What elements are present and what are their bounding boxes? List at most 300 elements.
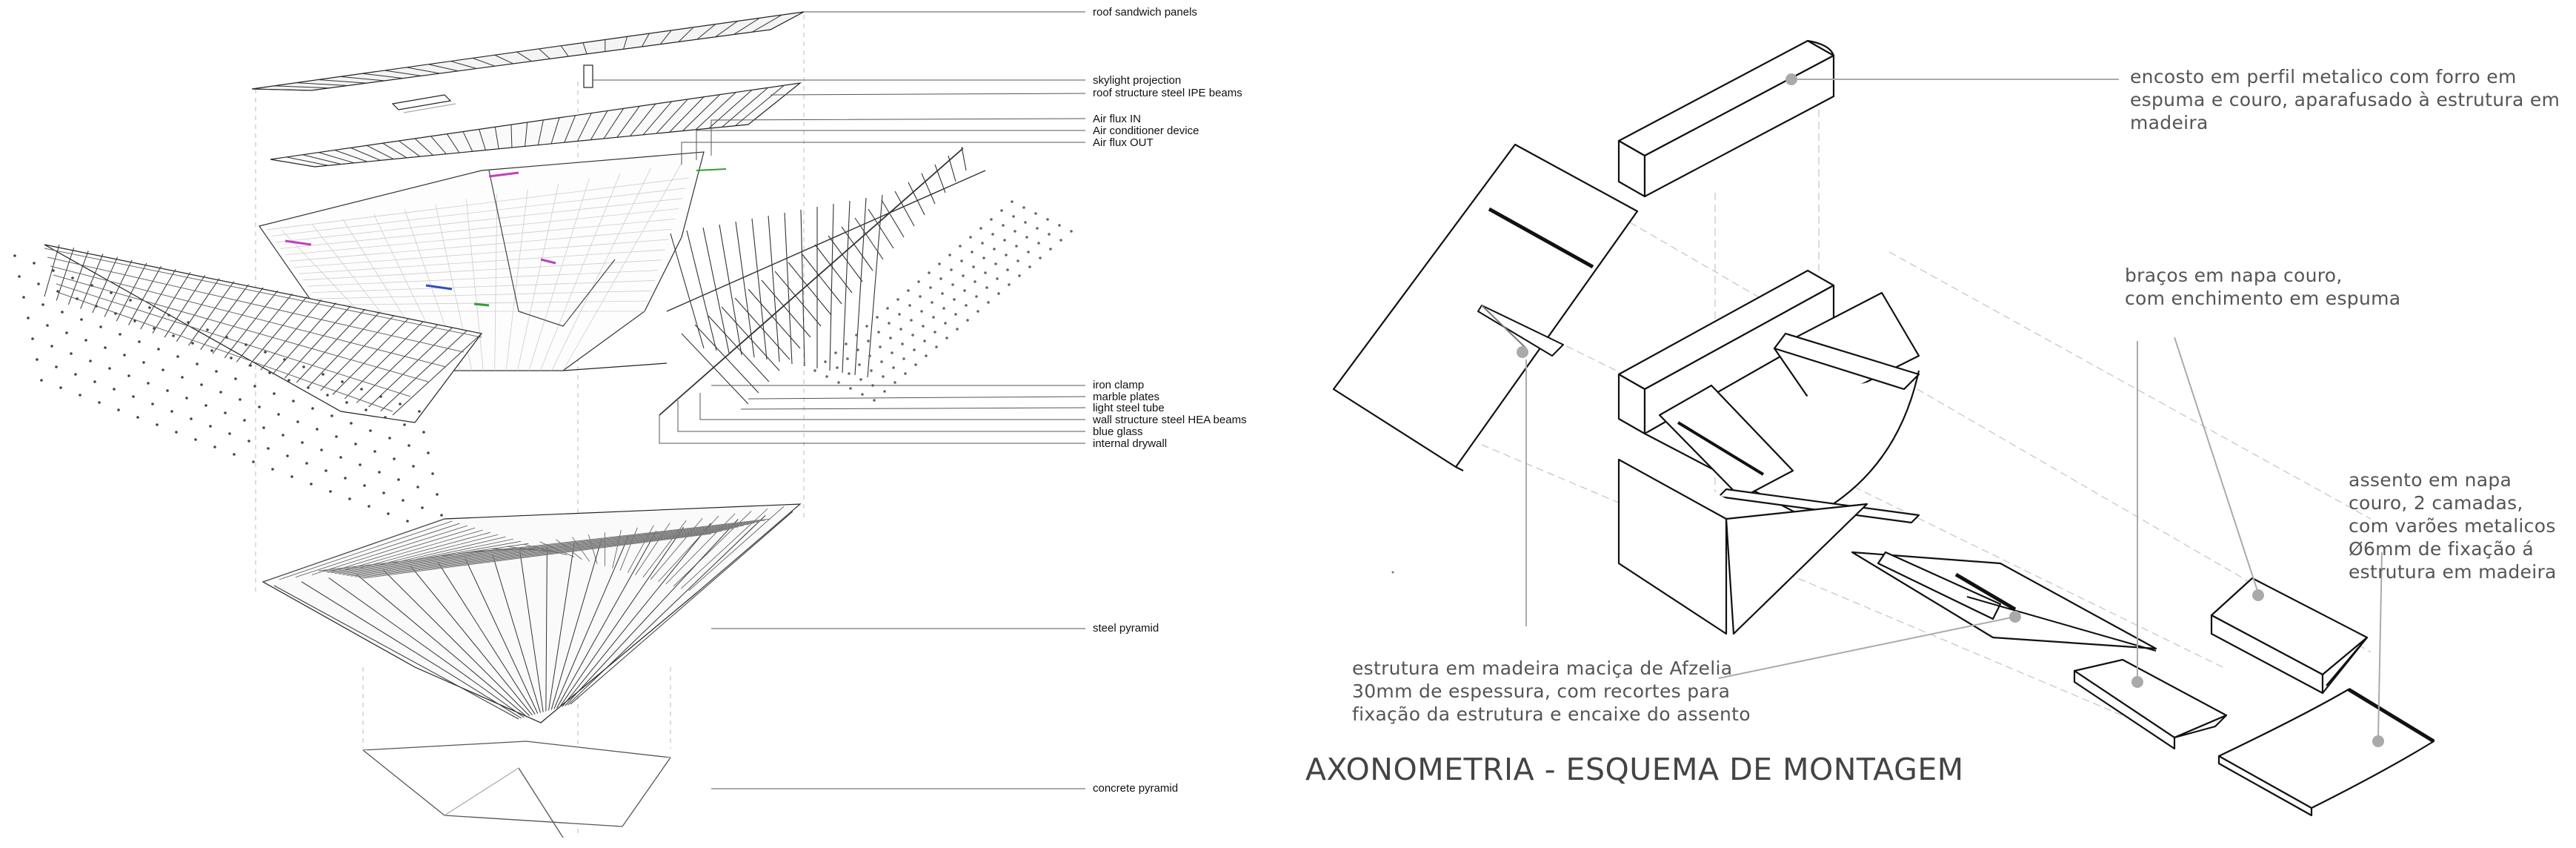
- clamp-dot: [406, 520, 409, 523]
- clamp-dot: [1012, 215, 1015, 218]
- clamp-dot: [935, 345, 938, 348]
- hatch-line: [815, 245, 852, 293]
- clamp-dot: [147, 382, 150, 385]
- clamp-dot: [258, 405, 261, 408]
- hatch-line: [768, 216, 779, 362]
- clamp-dot: [856, 348, 859, 351]
- clamp-dot: [326, 394, 329, 397]
- seat-cushion: [2211, 578, 2367, 693]
- clamp-dot: [190, 417, 193, 420]
- clamp-dot: [416, 486, 419, 488]
- clamp-dot: [996, 277, 999, 280]
- clamp-dot: [882, 375, 885, 378]
- hatch-line: [719, 225, 742, 355]
- clamp-dot: [98, 401, 101, 404]
- clamp-dot: [378, 471, 381, 474]
- clamp-dot: [153, 327, 156, 330]
- clamp-dot: [914, 363, 917, 366]
- clamp-dot: [379, 395, 382, 398]
- clamp-dot: [33, 262, 36, 265]
- clamp-dot: [292, 400, 295, 403]
- clamp-dot: [138, 340, 141, 343]
- clamp-dot: [963, 289, 966, 292]
- clamp-dot: [1015, 245, 1018, 248]
- clamp-dot: [966, 319, 969, 322]
- clamp-dot: [243, 419, 246, 422]
- clamp-dot: [233, 453, 236, 456]
- clamp-dot: [55, 365, 58, 368]
- clamp-dot: [307, 386, 310, 389]
- clamp-dot: [976, 310, 979, 313]
- clamp-dot: [31, 337, 34, 340]
- clamp-dot: [367, 505, 370, 508]
- clamp-dot: [89, 360, 92, 362]
- clamp-dot: [329, 490, 332, 493]
- clamp-dot: [65, 331, 68, 334]
- clamp-dot: [74, 373, 77, 376]
- annotation-seat-line: couro, 2 camadas,: [2349, 492, 2523, 514]
- hatch-line: [667, 170, 985, 311]
- clamp-dot: [79, 394, 81, 397]
- clamp-dot: [393, 457, 396, 460]
- annotation-backrest: [2130, 65, 2560, 134]
- clamp-dot: [981, 242, 984, 245]
- clamp-dot: [113, 388, 116, 391]
- hatch-line: [882, 200, 904, 237]
- hatch-line: [785, 213, 792, 364]
- clamp-dot: [834, 351, 837, 354]
- clamp-dot: [849, 387, 852, 390]
- clamp-dot: [311, 407, 314, 410]
- clamp-dot: [1005, 254, 1008, 256]
- clamp-dot: [247, 440, 250, 443]
- label-roof-structure-beams: roof structure steel IPE beams: [1093, 87, 1242, 99]
- clamp-dot: [267, 447, 270, 450]
- clamp-dot: [230, 357, 233, 360]
- steel-pyramid: [263, 504, 800, 723]
- clamp-dot: [991, 233, 994, 236]
- clamp-dot: [1008, 283, 1011, 286]
- hatch-line: [695, 325, 759, 393]
- clamp-dot: [888, 322, 891, 325]
- clamp-dot: [932, 316, 935, 319]
- clamp-dot: [335, 435, 338, 438]
- label-air-flux-in: Air flux IN: [1093, 113, 1142, 125]
- clamp-dot: [339, 456, 342, 459]
- clamp-dot: [1006, 268, 1009, 271]
- clamp-dot: [286, 454, 289, 457]
- clamp-dot: [880, 360, 883, 363]
- annotation-backrest-line: madeira: [2130, 112, 2209, 133]
- clamp-dot: [1025, 236, 1028, 239]
- clamp-dot: [175, 431, 178, 434]
- clamp-dot: [136, 416, 139, 419]
- clamp-dot: [824, 360, 827, 363]
- clamp-dot: [1024, 221, 1027, 224]
- annotation-frame-line: estrutura em madeira maciça de Afzelia: [1352, 657, 1733, 679]
- clamp-dot: [1046, 218, 1049, 221]
- clamp-dot: [836, 366, 839, 369]
- label-light-steel-tube: light steel tube: [1093, 402, 1165, 414]
- clamp-dot: [950, 268, 953, 271]
- clamp-dot: [287, 379, 290, 382]
- clamp-dot: [951, 283, 954, 286]
- clamp-dot: [46, 324, 49, 327]
- clamp-dot: [70, 352, 73, 355]
- clamp-dot: [110, 291, 113, 294]
- clamp-dot: [224, 411, 227, 414]
- label-wall-structure-beams: wall structure steel HEA beams: [1093, 414, 1247, 426]
- clamp-dot: [1003, 239, 1006, 242]
- clamp-dot: [151, 403, 154, 405]
- clamp-dot: [1048, 233, 1051, 236]
- clamp-dot: [873, 399, 876, 402]
- clamp-dot: [330, 414, 333, 417]
- clamp-dot: [1016, 259, 1019, 262]
- clamp-dot: [40, 379, 43, 382]
- clamp-dot: [902, 357, 905, 360]
- clamp-dot: [382, 491, 385, 494]
- clamp-dot: [156, 423, 159, 426]
- clamp-dot: [206, 328, 209, 331]
- clamp-dot: [363, 484, 366, 487]
- clamp-dot: [350, 422, 353, 425]
- clamp-dot: [359, 463, 362, 466]
- clamp-dot: [22, 296, 25, 299]
- clamp-dot: [176, 355, 179, 358]
- hatch-line: [842, 201, 850, 373]
- clamp-dot: [170, 410, 173, 413]
- clamp-dot: [919, 295, 922, 298]
- clamp-dot: [892, 366, 895, 369]
- clamp-dot: [119, 333, 122, 336]
- clamp-dot: [296, 420, 299, 423]
- clamp-dot: [397, 478, 400, 481]
- clamp-dot: [876, 316, 879, 319]
- clamp-dot: [1036, 227, 1039, 230]
- clamp-dot: [403, 423, 406, 426]
- backrest-part: [1619, 41, 1834, 196]
- clamp-dot: [954, 313, 957, 316]
- clamp-dot: [213, 445, 216, 448]
- clamp-dot: [1011, 200, 1014, 203]
- clamp-dot: [271, 468, 274, 471]
- clamp-dot: [941, 292, 944, 295]
- hatch-line: [752, 219, 767, 360]
- clamp-dot: [50, 345, 53, 348]
- clamp-dot: [945, 337, 948, 339]
- clamp-dot: [1034, 212, 1037, 215]
- side-frame-panel: [1334, 145, 1637, 471]
- clamp-dot: [813, 369, 816, 372]
- clamp-dot: [301, 441, 304, 444]
- clamp-dot: [972, 265, 975, 268]
- clamp-dot: [305, 462, 308, 465]
- clamp-dot: [234, 377, 237, 380]
- armrest-cushion: [1852, 552, 2156, 651]
- hatch-line: [868, 195, 882, 377]
- clamp-dot: [1014, 230, 1016, 233]
- clamp-dot: [948, 254, 951, 256]
- clamp-dot: [369, 429, 372, 432]
- clamp-dot: [322, 373, 325, 376]
- annotation-backrest-line: espuma e couro, aparafusado à estrutura em: [2130, 89, 2560, 110]
- hatch-line: [830, 204, 833, 371]
- clamp-dot: [891, 351, 893, 354]
- clamp-dot: [971, 251, 974, 254]
- clamp-dot: [1070, 230, 1073, 233]
- clamp-dot: [18, 275, 21, 278]
- clamp-dot: [904, 372, 907, 375]
- clamp-dot: [104, 346, 107, 349]
- clamp-dot: [344, 477, 347, 480]
- clamp-dot: [253, 385, 256, 388]
- annotation-seat-line: estrutura em madeira: [2349, 561, 2557, 583]
- clamp-dot: [846, 357, 849, 360]
- clamp-dot: [132, 395, 135, 398]
- clamp-dot: [93, 380, 96, 383]
- clamp-dot: [282, 434, 284, 437]
- clamp-dot: [80, 318, 83, 321]
- clamp-dot: [1022, 206, 1025, 209]
- clamp-dot: [166, 389, 169, 392]
- clamp-dot: [421, 506, 424, 509]
- curved-seat-panel: [2219, 689, 2434, 815]
- clamp-dot: [938, 262, 941, 265]
- clamp-dot: [252, 460, 255, 463]
- hatch-line: [44, 245, 59, 297]
- clamp-dot: [1058, 224, 1061, 227]
- clamp-dot: [984, 271, 987, 274]
- clamp-dot: [931, 301, 933, 304]
- clamp-dot: [204, 404, 207, 407]
- clamp-dot: [13, 254, 16, 257]
- clamp-dot: [268, 371, 271, 374]
- clamp-dot: [1039, 256, 1042, 259]
- label-roof-sandwich-panels: roof sandwich panels: [1093, 6, 1197, 19]
- clamp-dot: [191, 342, 194, 345]
- label-steel-pyramid: steel pyramid: [1093, 622, 1159, 635]
- diagram-title: AXONOMETRIA - ESQUEMA DE MONTAGEM: [1305, 752, 1964, 787]
- clamp-dot: [95, 305, 98, 308]
- clamp-dot: [985, 286, 988, 289]
- clamp-dot: [354, 443, 357, 445]
- clamp-dot: [162, 368, 164, 371]
- clamp-dot: [911, 334, 914, 337]
- clamp-dot: [407, 444, 410, 447]
- clamp-dot: [210, 349, 213, 352]
- clamp-dot: [1027, 251, 1030, 254]
- clamp-dot: [845, 342, 848, 345]
- clamp-dot: [142, 361, 145, 364]
- clamp-dot: [215, 370, 218, 373]
- clamp-dot: [76, 297, 79, 300]
- label-air-conditioner: Air conditioner device: [1093, 125, 1199, 137]
- clamp-dot: [348, 497, 351, 500]
- clamp-dot: [325, 469, 327, 472]
- clamp-dot: [987, 301, 990, 304]
- clamp-dot: [36, 358, 39, 361]
- label-air-flux-out: Air flux OUT: [1093, 136, 1154, 149]
- clamp-dot: [133, 319, 136, 322]
- clamp-dot: [877, 331, 880, 334]
- clamp-dot: [219, 391, 222, 394]
- clamp-dot: [123, 354, 126, 357]
- clamp-dot: [61, 311, 64, 314]
- clamp-dot: [244, 343, 247, 346]
- clamp-dot: [172, 334, 175, 337]
- clamp-dot: [965, 304, 968, 307]
- clamp-dot: [896, 298, 899, 301]
- clamp-dot: [436, 493, 439, 496]
- clamp-dot: [1028, 265, 1031, 268]
- clamp-dot: [373, 450, 376, 453]
- clamp-dot: [127, 374, 130, 377]
- clamp-dot: [870, 369, 873, 372]
- hatch-line: [842, 227, 873, 271]
- clamp-dot: [290, 475, 293, 478]
- pavilion-exploded-drawing: [13, 12, 1085, 838]
- clamp-dot: [865, 325, 868, 328]
- clamp-dot: [262, 426, 265, 429]
- clamp-dot: [917, 280, 920, 283]
- clamp-dot: [889, 337, 892, 339]
- annotation-frame-line: fixação da estrutura e encaixe do assento: [1352, 703, 1751, 725]
- clamp-dot: [928, 271, 931, 274]
- label-concrete-pyramid: concrete pyramid: [1093, 782, 1179, 795]
- clamp-dot: [187, 321, 190, 324]
- assembled-frame: [1619, 271, 1919, 634]
- clamp-dot: [837, 381, 840, 384]
- clamp-dot: [71, 276, 74, 279]
- clamp-dot: [59, 386, 62, 389]
- clamp-dot: [41, 303, 44, 306]
- clamp-dot: [427, 451, 430, 454]
- clamp-dot: [993, 248, 996, 251]
- annotation-frame: [1352, 657, 1751, 726]
- clamp-dot: [848, 372, 851, 375]
- clamp-dot: [1000, 209, 1003, 212]
- clamp-dot: [99, 325, 102, 328]
- clamp-dot: [898, 313, 901, 316]
- clamp-dot: [883, 390, 886, 393]
- clamp-dot: [181, 376, 184, 379]
- annotation-armrests-line: braços em napa couro,: [2125, 265, 2343, 286]
- clamp-dot: [422, 431, 425, 434]
- annotation-seat-line: com varões metalicos: [2349, 515, 2556, 537]
- clamp-dot: [264, 351, 267, 354]
- clamp-dot: [922, 325, 925, 328]
- clamp-dot: [129, 299, 132, 302]
- clamp-dot: [388, 437, 391, 440]
- clamp-dot: [908, 304, 911, 307]
- clamp-dot: [310, 483, 313, 486]
- clamp-dot: [942, 307, 945, 310]
- clamp-dot: [868, 354, 871, 357]
- clamp-dot: [209, 425, 212, 428]
- clamp-dot: [200, 383, 203, 386]
- clamp-dot: [52, 269, 55, 272]
- clamp-dot: [855, 334, 858, 337]
- clamp-dot: [228, 432, 231, 435]
- clamp-dot: [157, 348, 160, 351]
- hatch-line: [687, 231, 716, 351]
- skylight-projection: [393, 95, 456, 113]
- clamp-dot: [994, 262, 997, 265]
- clamp-dot: [114, 312, 117, 315]
- clamp-dot: [956, 328, 959, 331]
- clamp-dot: [360, 388, 363, 391]
- clamp-dot: [273, 392, 276, 395]
- clamp-dot: [1002, 224, 1005, 227]
- annotation-backrest-line: encosto em perfil metalico com forro em: [2130, 66, 2517, 87]
- clamp-dot: [944, 322, 947, 325]
- clamp-dot: [365, 408, 367, 411]
- clamp-dot: [148, 306, 151, 309]
- annotation-seat: [2349, 468, 2557, 583]
- clamp-dot: [399, 403, 402, 405]
- clamp-dot: [907, 289, 910, 292]
- clamp-dot: [402, 499, 405, 502]
- clamp-dot: [910, 319, 913, 322]
- clamp-dot: [27, 317, 30, 319]
- clamp-dot: [997, 292, 1000, 295]
- clamp-dot: [194, 438, 197, 441]
- clamp-dot: [302, 365, 305, 368]
- seat-block-small: [2074, 660, 2226, 749]
- clamp-dot: [277, 413, 280, 416]
- clamp-dot: [37, 282, 40, 285]
- clamp-dot: [913, 348, 916, 351]
- clamp-dot: [974, 280, 976, 283]
- hatch-line: [828, 236, 862, 282]
- clamp-dot: [431, 472, 434, 475]
- label-skylight-projection: skylight projection: [1093, 74, 1182, 87]
- clamp-dot: [316, 428, 319, 431]
- clamp-dot: [825, 375, 828, 378]
- clamp-dot: [990, 218, 993, 221]
- hatch-line: [670, 233, 704, 348]
- clamp-dot: [929, 286, 932, 289]
- clamp-dot: [412, 465, 415, 468]
- clamp-dot: [959, 245, 962, 248]
- clamp-dot: [982, 256, 985, 259]
- clamp-dot: [933, 331, 936, 334]
- clamp-dot: [387, 512, 390, 515]
- clamp-dot: [225, 336, 228, 339]
- clamp-dot: [858, 363, 861, 366]
- clamp-dot: [861, 393, 864, 396]
- clamp-dot: [979, 227, 982, 230]
- clamp-dot: [901, 342, 904, 345]
- clamp-dot: [117, 408, 120, 411]
- clamp-dot: [867, 339, 870, 342]
- clamp-dot: [84, 339, 87, 342]
- annotation-seat-line: Ø6mm de fixação á: [2349, 538, 2535, 560]
- label-iron-clamp: iron clamp: [1093, 379, 1145, 391]
- clamp-dot: [56, 290, 59, 293]
- clamp-dot: [345, 401, 348, 404]
- annotation-armrests: [2125, 264, 2400, 310]
- label-marble-plates: marble plates: [1093, 391, 1160, 403]
- clamp-dot: [925, 354, 928, 357]
- clamp-dot: [320, 448, 323, 451]
- clamp-dot: [953, 298, 956, 301]
- clamp-dot: [879, 345, 882, 348]
- clamp-dot: [920, 310, 923, 313]
- clamp-dot: [893, 381, 896, 384]
- label-blue-glass: blue glass: [1093, 425, 1143, 438]
